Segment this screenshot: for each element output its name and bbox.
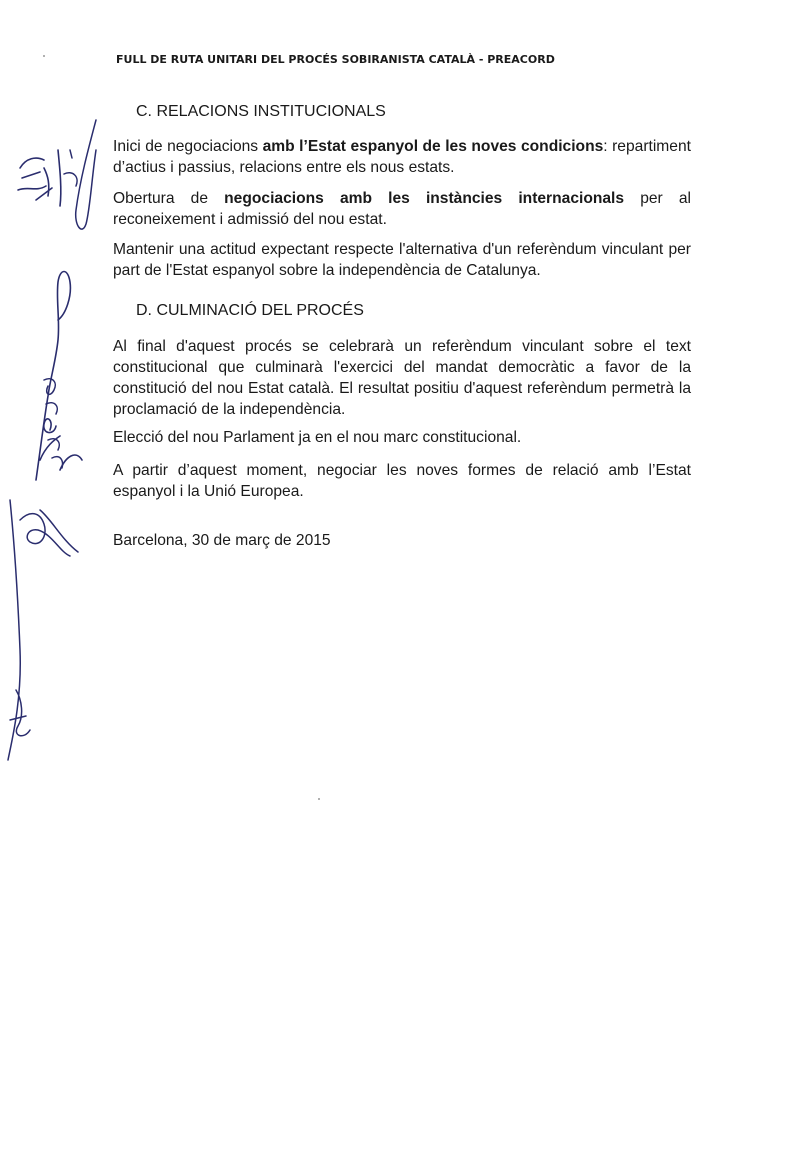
section-heading-d: D. CULMINACIÓ DEL PROCÉS [136,302,364,319]
paragraph-d2: Elecció del nou Parlament ja en el nou marc constitucional. [113,429,522,446]
initials-signature-1 [18,150,61,206]
paragraph-c2-text-end: per al reconeixement i admissió del nou estat. [113,190,691,228]
paragraph-c1-emphasis: amb l’Estat espanyol de les noves condicions [262,138,604,155]
paragraph-c2-text: Obertura de [113,190,225,207]
section-heading-c: C. RELACIONS INSTITUCIONALS [136,103,386,120]
paragraph-c2-emphasis: negociacions amb les instàncies internacionals [224,190,625,207]
paragraph-c1-text-end: : repartiment d’actius i passius, relacions entre els nous estats. [113,138,691,176]
paragraph-c2 [113,188,691,230]
initials-signature-2 [64,120,96,229]
handwritten-signature-3 [36,272,82,481]
signature-scribble [44,379,63,468]
paragraph-c3: Mantenir una actitud expectant respecte l'alternativa d'un referèndum vinculant per part de l'Estat espanyol sobre la independència de Catalunya. [113,241,691,279]
paragraph-d3: A partir d’aquest moment, negociar les noves formes de relació amb l’Estat espanyol i la Unió Europea. [113,462,691,500]
document-header: FULL DE RUTA UNITARI DEL PROCÉS SOBIRANISTA CATALÀ - PREACORD [116,53,555,66]
handwritten-signature-4 [8,500,78,760]
scan-speck [318,798,320,800]
scan-speck [43,55,45,57]
place-date-line: Barcelona, 30 de març de 2015 [113,532,331,549]
paragraph-c1-text: Inici de negociacions [113,138,263,155]
paragraph-c1 [113,136,691,178]
paragraph-d1: Al final d'aquest procés se celebrarà un referèndum vinculant sobre el text constitucional que culminarà l'exercici del mandat democràtic a favor de la constitució del nou Estat català. El resultat positiu d'aquest referèndum permetrà la proclamació de la independència. [113,338,691,418]
